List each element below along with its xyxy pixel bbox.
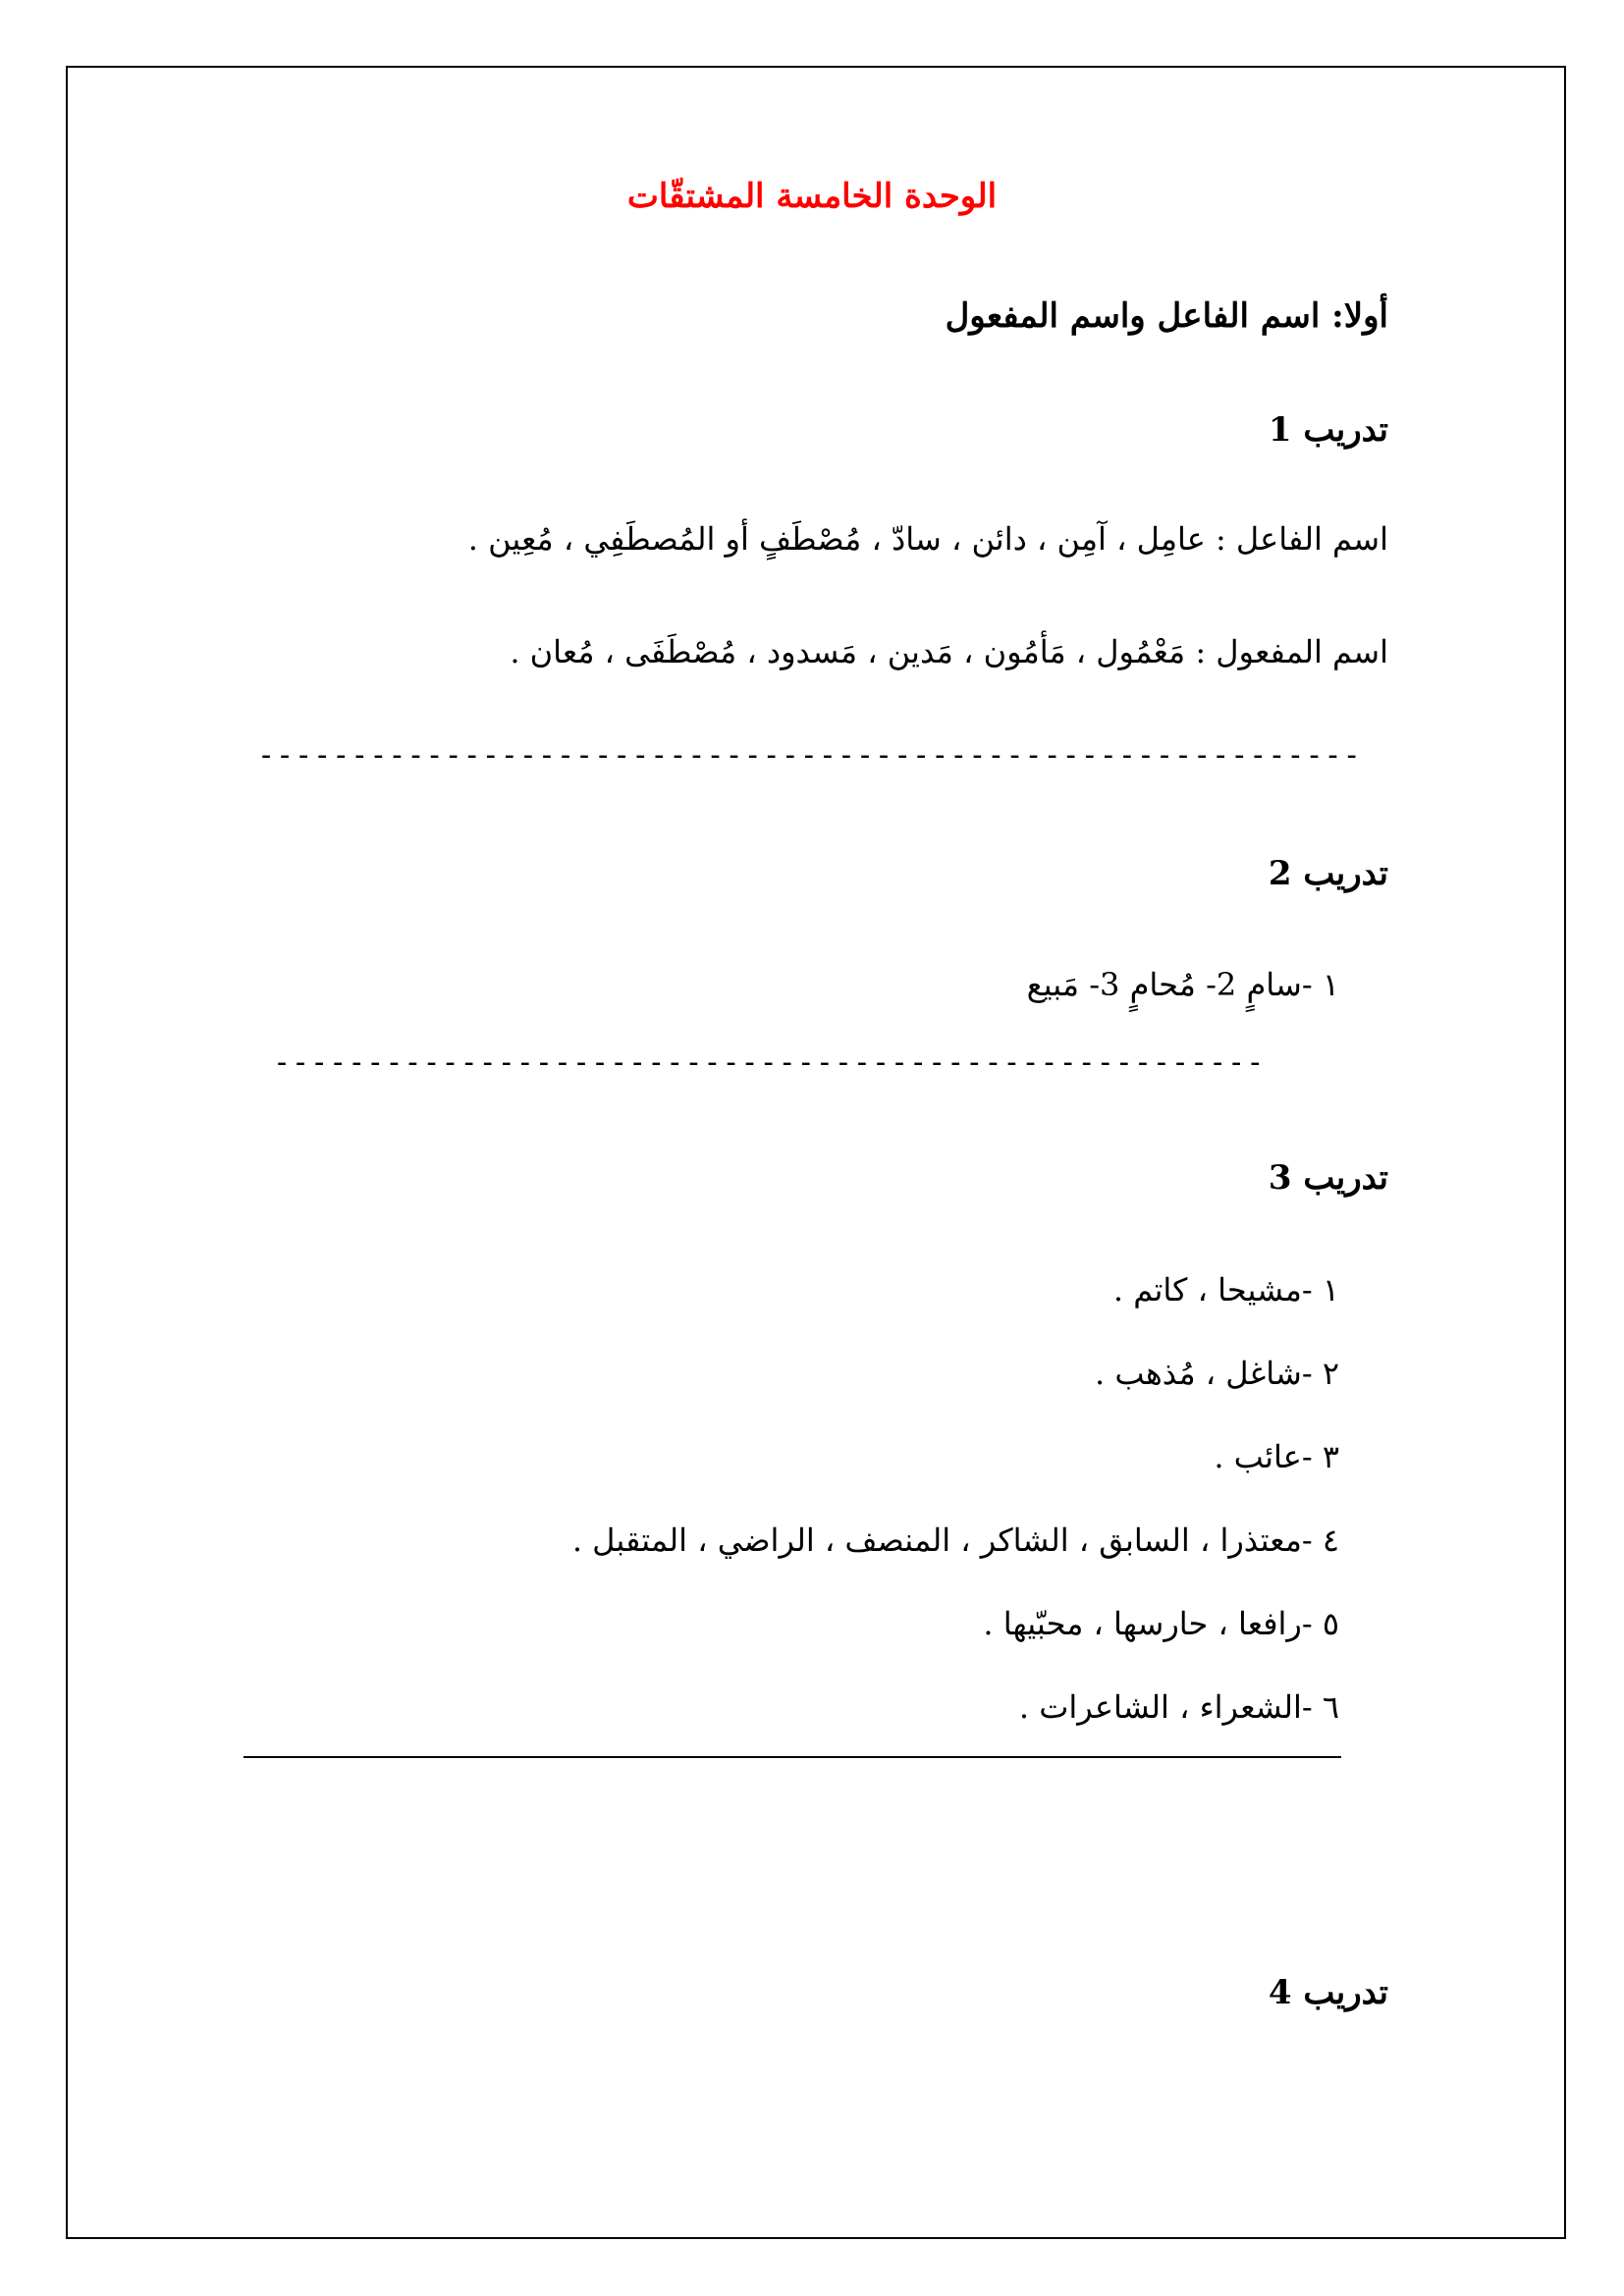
exercise-3-item: ٥ -رافعا ، حارسها ، محبّيها . — [983, 1605, 1339, 1642]
page-border — [66, 66, 1566, 2239]
exercise-3-item: ٢ -شاغل ، مُذهب . — [1095, 1355, 1339, 1392]
exercise-1-passive-participle: اسم المفعول : مَعْمُول ، مَأمُون ، مَدين ، مَسدود ، مُصْطَفَى ، مُعان . — [510, 633, 1388, 670]
section-heading: أولا: اسم الفاعل واسم المفعول — [945, 296, 1388, 336]
exercise-1-active-participle: اسم الفاعل : عامِل ، آمِن ، دائن ، سادّ ، مُصْطَفٍ أو المُصطَفِي ، مُعِين . — [467, 520, 1388, 558]
exercise-3-item: ٤ -معتذرا ، السابق ، الشاكر ، المنصف ، الراضي ، المتقبل . — [571, 1522, 1339, 1559]
exercise-3-item: ٦ -الشعراء ، الشاعرات . — [1018, 1688, 1339, 1726]
page-title: الوحدة الخامسة المشتقّات — [626, 177, 998, 216]
exercise-2-answer: ١ -سامٍ 2- مُحامٍ 3- مَبيع — [1026, 966, 1339, 1003]
exercise-3-heading: تدريب 3 — [1268, 1158, 1388, 1198]
exercise-3-item: ٣ -عائب . — [1214, 1438, 1339, 1475]
exercise-4-heading: تدريب 4 — [1268, 1973, 1388, 2012]
exercise-2-heading: تدريب 2 — [1268, 854, 1388, 893]
exercise-3-item: ١ -مشيحا ، كاتم . — [1112, 1271, 1339, 1308]
separator-dashes: ----------------------------------------------------------- — [257, 738, 1362, 773]
separator-dashes: ----------------------------------------------------- — [273, 1045, 1266, 1080]
divider-line — [244, 1756, 1341, 1758]
exercise-1-heading: تدريب 1 — [1268, 410, 1388, 450]
